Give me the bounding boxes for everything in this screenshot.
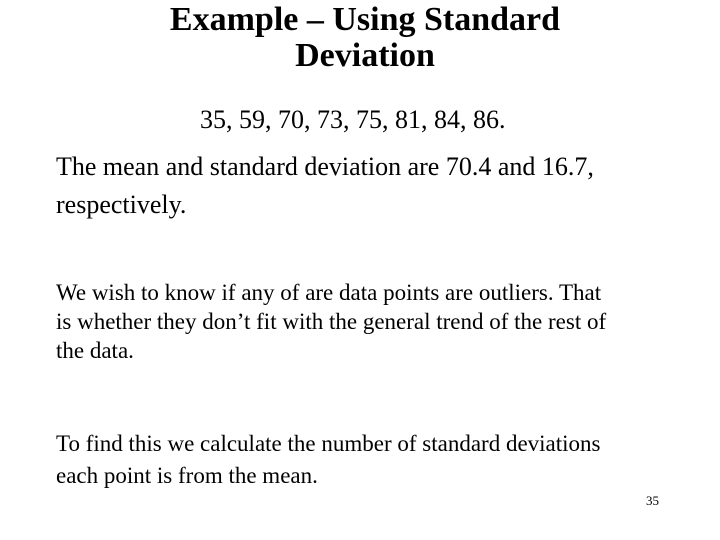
page-number: 35 [646,493,659,508]
title-line-1: Example – Using Standard [169,1,561,38]
method-text: To find this we calculate the number of standard deviations each point is from the mean. [56,431,601,488]
outlier-question-text: We wish to know if any of are data points are outliers. That is whether they don’t fit with the general trend of the rest of the data. [56,280,607,363]
title-line-2: Deviation [295,37,435,74]
slide-title [0,2,720,74]
mean-standard-deviation-text: The mean and standard deviation are 70.4 and 16.7, respectively. [56,152,594,219]
data-values: 35, 59, 70, 73, 75, 81, 84, 86. [200,105,506,134]
